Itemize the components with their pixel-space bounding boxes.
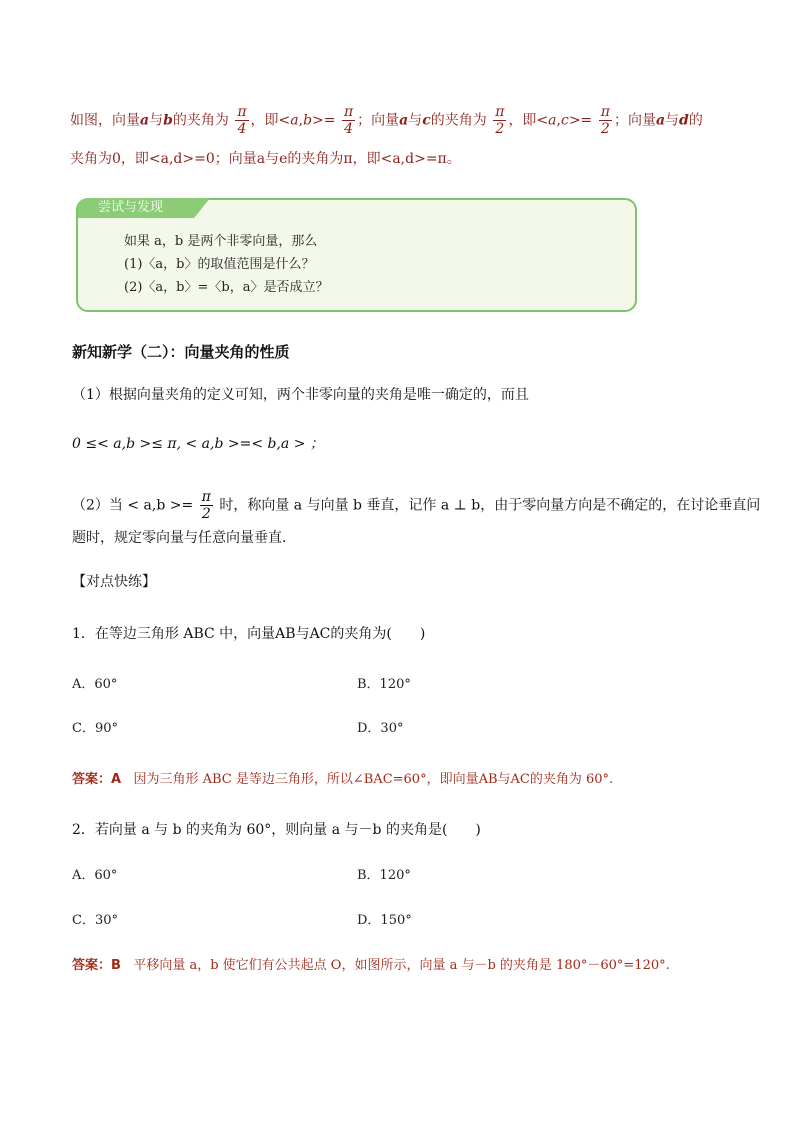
section-paragraph-2 bbox=[72, 489, 760, 522]
fraction-pi-2: $\frac{\pi}{2}$ bbox=[201, 489, 211, 522]
intro-text: ；向量 bbox=[613, 112, 656, 129]
q2-option-a[interactable]: A．60° bbox=[72, 868, 118, 883]
q2-option-d[interactable]: D．150° bbox=[357, 913, 412, 928]
section-formula: 0 ≤< a,b >≤ π, < a,b >=< b,a > ； bbox=[72, 436, 324, 452]
fraction-pi-2: $\frac{\pi}{2}$ bbox=[600, 104, 610, 137]
try-line-3: (2)〈a，b〉=〈b，a〉是否成立？ bbox=[124, 280, 329, 295]
fraction-pi-4: $\frac{\pi}{4}$ bbox=[343, 104, 354, 137]
question-1-stem: 1．在等边三角形 ABC 中，向量AB与AC的夹角为( ) bbox=[72, 626, 426, 642]
q1-answer-text: 因为三角形 ABC 是等边三角形，所以∠BAC=60°，即向量AB与AC的夹角为 60°. bbox=[133, 772, 614, 787]
p2-text: （2）当 < a,b >= bbox=[72, 497, 194, 514]
practice-label: 【对点快练】 bbox=[72, 574, 156, 590]
q2-option-b[interactable]: B．120° bbox=[357, 868, 411, 883]
section-heading: 新知新学（二）：向量夹角的性质 bbox=[72, 343, 290, 361]
q2-option-c[interactable]: C．30° bbox=[72, 913, 118, 928]
intro-text: 与 bbox=[149, 112, 164, 129]
intro-text: 的夹角为 bbox=[172, 112, 229, 129]
q1-answer-label: 答案：A bbox=[72, 772, 122, 787]
q1-option-d[interactable]: D．30° bbox=[357, 721, 404, 736]
intro-line-2: 夹角为0，即<a,d>=0；向量a与e的夹角为π，即<a,d>=π。 bbox=[70, 151, 461, 167]
try-discover-title: 尝试与发现 bbox=[98, 200, 164, 215]
q2-answer-text: 平移向量 a，b 使它们有公共起点 O，如图所示，向量 a 与－b 的夹角是 180°－60°=120°. bbox=[133, 958, 670, 973]
try-line-2: (1)〈a，b〉的取值范围是什么？ bbox=[124, 257, 315, 272]
fraction-pi-4: $\frac{\pi}{4}$ bbox=[237, 104, 247, 137]
try-line-1: 如果 a，b 是两个非零向量，那么 bbox=[124, 234, 318, 249]
section-paragraph-1: （1）根据向量夹角的定义可知，两个非零向量的夹角是唯一确定的，而且 bbox=[72, 387, 529, 403]
p2-text: 时，称向量 a 与向量 b 垂直，记作 a ⊥ b，由于零向量方向是不确定的，在讨论垂直问 bbox=[219, 497, 761, 514]
intro-text: ，即 bbox=[250, 112, 279, 129]
q1-option-b[interactable]: B．120° bbox=[357, 677, 411, 692]
fraction-pi-2: $\frac{\pi}{2}$ bbox=[495, 104, 505, 137]
question-2-stem: 2．若向量 a 与 b 的夹角为 60°，则向量 a 与－b 的夹角是( ) bbox=[72, 822, 481, 838]
q2-answer-label: 答案：B bbox=[72, 958, 121, 973]
intro-text: 的夹角为 bbox=[430, 112, 487, 129]
q1-option-a[interactable]: A．60° bbox=[72, 677, 118, 692]
section-paragraph-2-cont: 题时，规定零向量与任意向量垂直． bbox=[72, 530, 296, 546]
q2-answer bbox=[72, 956, 670, 976]
intro-line-1: 如图，向量a与b的夹角为 $\frac{\pi}{4}$ ，即<a,b>= $\frac{\pi}{4}$ ；向量a与c的夹角为 $\frac{\pi}{2}$ ，即<a,c>= $\frac{\pi}{2}$ ；向量a与d的 bbox=[70, 104, 703, 137]
intro-text: 如图，向量 bbox=[70, 112, 140, 129]
intro-text: 的 bbox=[688, 112, 703, 129]
intro-text: ；向量 bbox=[357, 112, 400, 129]
q1-option-c[interactable]: C．90° bbox=[72, 721, 118, 736]
q1-answer bbox=[72, 770, 613, 790]
